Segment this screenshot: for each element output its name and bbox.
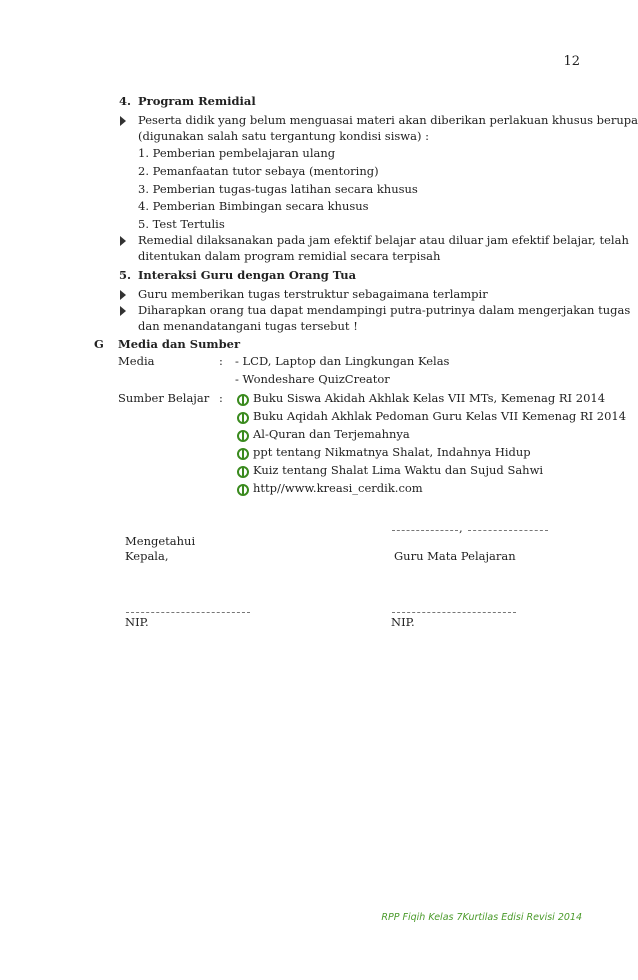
source-item: Buku Aqidah Akhlak Pedoman Guru Kelas VII Kemenag RI 2014: [253, 409, 627, 423]
remedial-heading-number: 4.: [119, 94, 132, 108]
remedial-para2-line1: Remedial dilaksanakan pada jam efektif belajar atau diluar jam efektif belajar, telah: [138, 233, 629, 247]
date-line: [468, 530, 548, 531]
remedial-para2-line2: ditentukan dalam program remidial secara terpisah: [138, 249, 441, 263]
principal-signature-line: [126, 612, 250, 613]
source-item: Kuiz tentang Shalat Lima Waktu dan Sujud Sahwi: [253, 463, 544, 477]
book-bullet-icon: [237, 448, 249, 460]
book-bullet-icon: [237, 484, 249, 496]
remedial-item: 1. Pemberian pembelajaran ulang: [138, 146, 336, 160]
media-heading: Media dan Sumber: [118, 337, 241, 351]
remedial-para1-line2: (digunakan salah satu tergantung kondisi siswa) :: [138, 129, 430, 143]
arrow-bullet-icon: [120, 306, 126, 316]
page-footer: RPP Fiqih Kelas 7Kurtilas Edisi Revisi 2014: [381, 912, 582, 923]
media-label: Media: [118, 354, 155, 368]
page-number: 12: [563, 54, 580, 69]
principal-nip: NIP.: [125, 615, 149, 629]
source-item: Al-Quran dan Terjemahnya: [253, 427, 410, 441]
arrow-bullet-icon: [120, 290, 126, 300]
book-bullet-icon: [237, 394, 249, 406]
sources-colon: :: [219, 391, 223, 405]
sources-label: Sumber Belajar: [118, 391, 210, 405]
book-bullet-icon: [237, 466, 249, 478]
book-bullet-icon: [237, 430, 249, 442]
media-colon: :: [219, 354, 223, 368]
place-line: [392, 530, 458, 531]
remedial-item: 2. Pemanfaatan tutor sebaya (mentoring): [138, 164, 379, 178]
source-item: http//www.kreasi_cerdik.com: [253, 481, 423, 495]
source-item: Buku Siswa Akidah Akhlak Kelas VII MTs, Kemenag RI 2014: [253, 391, 606, 405]
teacher-nip: NIP.: [391, 615, 415, 629]
arrow-bullet-icon: [120, 116, 126, 126]
place-date-separator: ,: [459, 521, 463, 535]
remedial-item: 4. Pemberian Bimbingan secara khusus: [138, 199, 369, 213]
interaction-heading: Interaksi Guru dengan Orang Tua: [138, 268, 357, 282]
teacher-label: Guru Mata Pelajaran: [394, 549, 516, 563]
remedial-item: 5. Test Tertulis: [138, 217, 225, 231]
principal-label: Kepala,: [125, 549, 169, 563]
interaction-para2-line1: Diharapkan orang tua dapat mendampingi putra-putrinya dalam mengerjakan tugas: [138, 303, 631, 317]
arrow-bullet-icon: [120, 236, 126, 246]
teacher-signature-line: [392, 612, 516, 613]
remedial-para1-line1: Peserta didik yang belum menguasai materi akan diberikan perlakuan khusus berupa: [138, 113, 638, 127]
interaction-para1: Guru memberikan tugas terstruktur sebagaimana terlampir: [138, 287, 488, 301]
book-bullet-icon: [237, 412, 249, 424]
interaction-para2-line2: dan menandatangani tugas tersebut !: [138, 319, 358, 333]
acknowledge-label: Mengetahui: [125, 534, 196, 548]
interaction-heading-number: 5.: [119, 268, 132, 282]
media-item: - LCD, Laptop dan Lingkungan Kelas: [235, 354, 450, 368]
media-item: - Wondeshare QuizCreator: [235, 372, 390, 386]
remedial-item: 3. Pemberian tugas-tugas latihan secara khusus: [138, 182, 418, 196]
media-section-letter: G: [94, 337, 104, 351]
remedial-heading: Program Remidial: [138, 94, 256, 108]
source-item: ppt tentang Nikmatnya Shalat, Indahnya Hidup: [253, 445, 531, 459]
